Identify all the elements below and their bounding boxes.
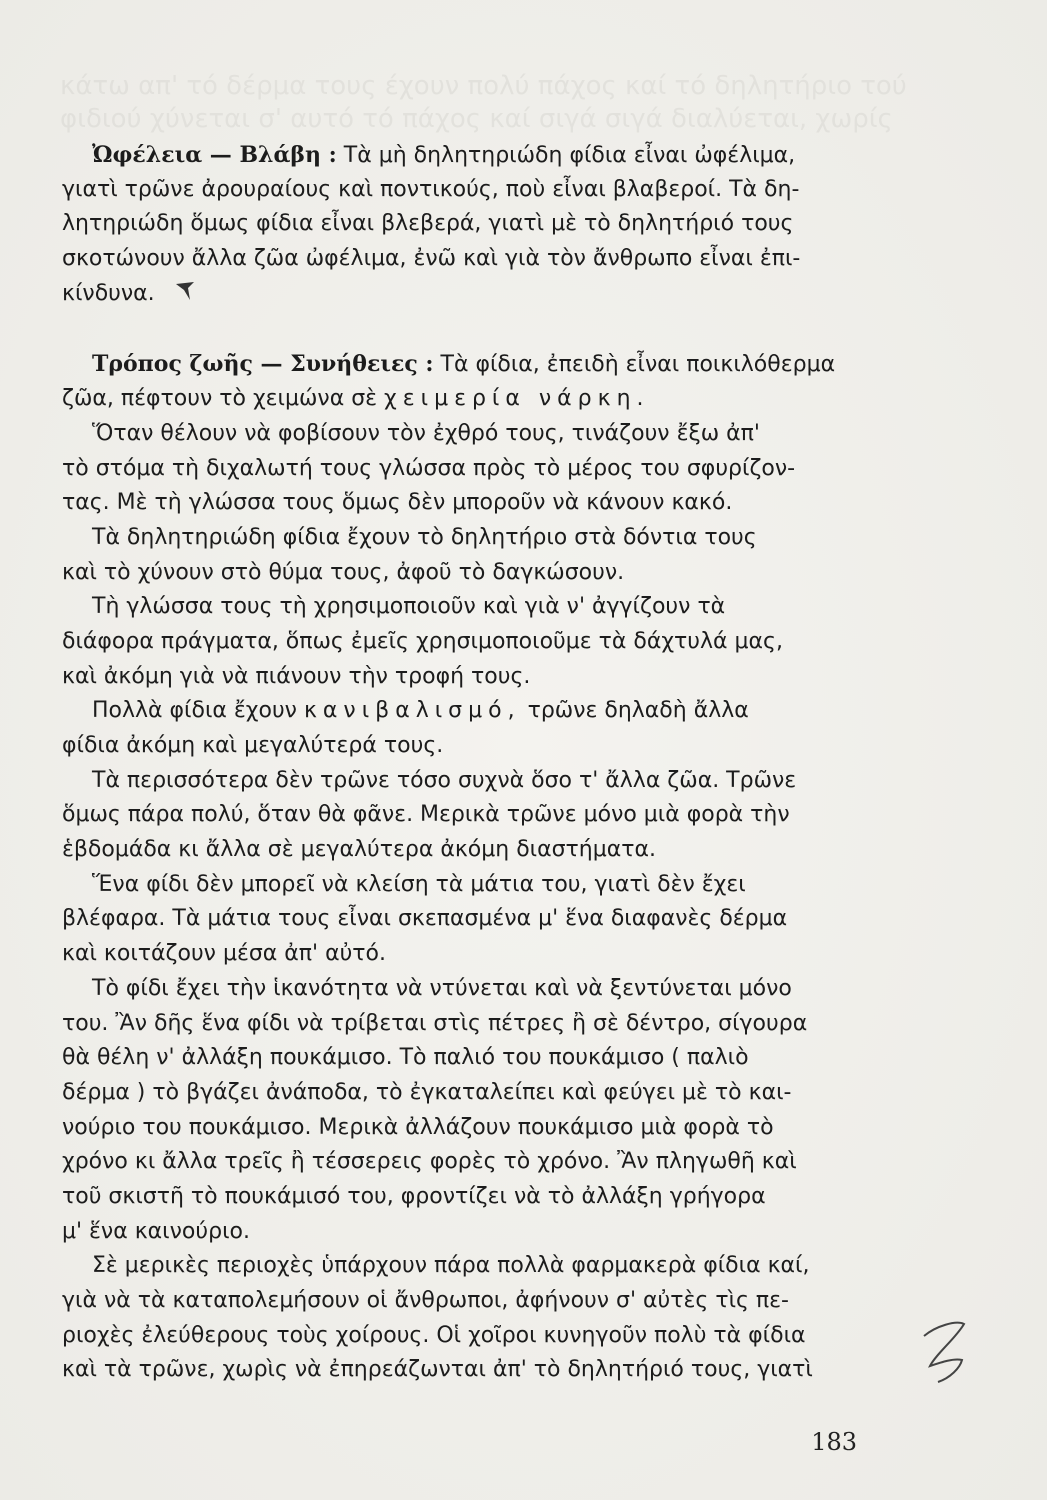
- paragraph: [62, 1249, 870, 1388]
- text-line: Τὰ περισσότερα δὲν τρῶνε τόσο συχνὰ ὅσο τ' ἄλλα ζῶα. Τρῶνε: [92, 767, 797, 793]
- text-line: σκοτώνουν ἄλλα ζῶα ὠφέλιμα, ἐνῶ καὶ γιὰ τὸν ἄνθρωπο εἶναι ἐπι-: [62, 246, 801, 272]
- text-line: τοῦ σκιστῆ τὸ πουκάμισό του, φροντίζει νὰ τὸ ἀλλάξη γρήγορα: [62, 1183, 766, 1209]
- paragraph: [62, 868, 870, 972]
- text-line: Τὴ γλώσσα τους τὴ χρησιμοποιοῦν καὶ γιὰ ν' ἀγγίζουν τὰ: [92, 594, 726, 620]
- text-line: μ' ἕνα καινούριο.: [62, 1218, 250, 1244]
- text-line: Πολλὰ φίδια ἔχουν: [92, 698, 304, 724]
- paragraph: [62, 521, 870, 590]
- spaced-term: κανιβαλισμό,: [303, 698, 521, 724]
- text-line: ὅμως πάρα πολύ, ὅταν θὰ φᾶνε. Μερικὰ τρῶνε μόνο μιὰ φορὰ τὴν: [62, 802, 790, 828]
- text-line: ριοχὲς ἐλεύθερους τοὺς χοίρους. Οἱ χοῖροι κυνηγοῦν πολὺ τὰ φίδια: [62, 1322, 806, 1348]
- text-line: θὰ θέλη ν' ἀλλάξη πουκάμισο. Τὸ παλιό του πουκάμισο ( παλιὸ: [62, 1045, 749, 1071]
- text-line: ἑβδομάδα κι ἄλλα σὲ μεγαλύτερα ἀκόμη διαστήματα.: [62, 837, 656, 863]
- text-line: Τὰ δηλητηριώδη φίδια ἔχουν τὸ δηλητήριο στὰ δόντια τους: [92, 524, 757, 550]
- text-line: γιατὶ τρῶνε ἀρουραίους καὶ ποντικούς, ποὺ εἶναι βλαβεροί. Τὰ δη-: [62, 176, 800, 202]
- text-line: Τὰ μὴ δηλητηριώδη φίδια εἶναι ὠφέλιμα,: [336, 143, 796, 168]
- text-line: τρῶνε δηλαδὴ ἄλλα: [520, 698, 749, 724]
- bleed-line: φιδιού χύνεται σ' αυτό τό πάχος καί σιγά σιγά διαλύεται, χωρίς: [60, 104, 893, 134]
- text-line: νούριο του πουκάμισο. Μερικὰ ἀλλάζουν πουκάμισο μιὰ φορὰ τὸ: [62, 1114, 774, 1140]
- text-line: τὸ στόμα τὴ διχαλωτή τους γλώσσα πρὸς τὸ μέρος του σφυρίζον-: [62, 455, 796, 481]
- paragraph: [62, 417, 870, 521]
- paragraph-cannibalism: [62, 694, 870, 763]
- text-line: Τὰ φίδια, ἐπειδὴ εἶναι ποικιλόθερμα: [433, 352, 836, 378]
- text-line: καὶ κοιτάζουν μέσα ἀπ' αὐτό.: [62, 941, 387, 967]
- paragraph: [62, 590, 870, 694]
- text-line: φίδια ἀκόμη καὶ μεγαλύτερά τους.: [62, 733, 444, 758]
- handwritten-scribble-icon: [916, 1308, 976, 1388]
- section-heading: Ὠφέλεια — Βλάβη :: [92, 142, 337, 168]
- text-line: βλέφαρα. Τὰ μάτια τους εἶναι σκεπασμένα μ' ἕνα διαφανὲς δέρμα: [62, 906, 788, 932]
- page-number: 183: [811, 1428, 857, 1456]
- paragraph: [62, 764, 870, 868]
- text-line: διάφορα πράγματα, ὅπως ἐμεῖς χρησιμοποιοῦμε τὰ δάχτυλά μας,: [62, 628, 783, 654]
- spaced-term: χειμερία νάρκη.: [384, 386, 650, 412]
- bleed-line: κάτω απ' τό δέρμα τους έχουν πολύ πάχος καί τό δηλητήριο τού: [60, 71, 907, 101]
- text-line: Ὅταν θέλουν νὰ φοβίσουν τὸν ἐχθρό τους, τινάζουν ἔξω ἀπ': [92, 420, 760, 446]
- section-lifestyle: [62, 347, 870, 416]
- text-line: καὶ ἀκόμη γιὰ νὰ πιάνουν τὴν τροφή τους.: [62, 663, 531, 689]
- text-line: γιὰ νὰ τὰ καταπολεμήσουν οἱ ἄνθρωποι, ἀφήνουν σ' αὐτὲς τὶς πε-: [62, 1288, 789, 1313]
- text-line: Ἕνα φίδι δὲν μπορεῖ νὰ κλείση τὰ μάτια του, γιατὶ δὲν ἔχει: [92, 871, 746, 897]
- section-heading: Τρόπος ζωῆς — Συνήθειες :: [92, 351, 434, 378]
- text-line: Τὸ φίδι ἔχει τὴν ἱκανότητα νὰ ντύνεται καὶ νὰ ξεντύνεται μόνο: [92, 975, 792, 1001]
- paragraph: [62, 972, 870, 1250]
- text-line: καὶ τὸ χύνουν στὸ θύμα τους, ἀφοῦ τὸ δαγκώσουν.: [62, 559, 625, 585]
- text-line: καὶ τὰ τρῶνε, χωρὶς νὰ ἐπηρεάζωνται ἀπ' τὸ δηλητήριό τους, γιατὶ: [62, 1357, 813, 1383]
- text-line: Σὲ μερικὲς περιοχὲς ὑπάρχουν πάρα πολλὰ φαρμακερὰ φίδια καί,: [92, 1253, 810, 1279]
- bleed-through-text: [60, 70, 940, 136]
- body-text: [62, 138, 870, 1388]
- text-line: τας. Μὲ τὴ γλώσσα τους ὅμως δὲν μποροῦν νὰ κάνουν κακό.: [62, 490, 733, 516]
- text-line: ζῶα, πέφτουν τὸ χειμώνα σὲ: [62, 386, 385, 412]
- text-line: κίνδυνα.: [62, 280, 155, 306]
- text-line: λητηριώδη ὅμως φίδια εἶναι βλεβερά, γιατὶ μὲ τὸ δηλητήριό τους: [62, 211, 794, 237]
- text-line: του. Ἂν δῆς ἕνα φίδι νὰ τρίβεται στὶς πέτρες ἢ σὲ δέντρο, σίγουρα: [62, 1010, 808, 1036]
- text-line: χρόνο κι ἄλλα τρεῖς ἢ τέσσερεις φορὲς τὸ χρόνο. Ἂν πληγωθῆ καὶ: [62, 1149, 797, 1175]
- text-line: δέρμα ) τὸ βγάζει ἀνάποδα, τὸ ἐγκαταλείπει καὶ φεύγει μὲ τὸ και-: [62, 1079, 792, 1105]
- pen-mark-icon: [174, 280, 196, 302]
